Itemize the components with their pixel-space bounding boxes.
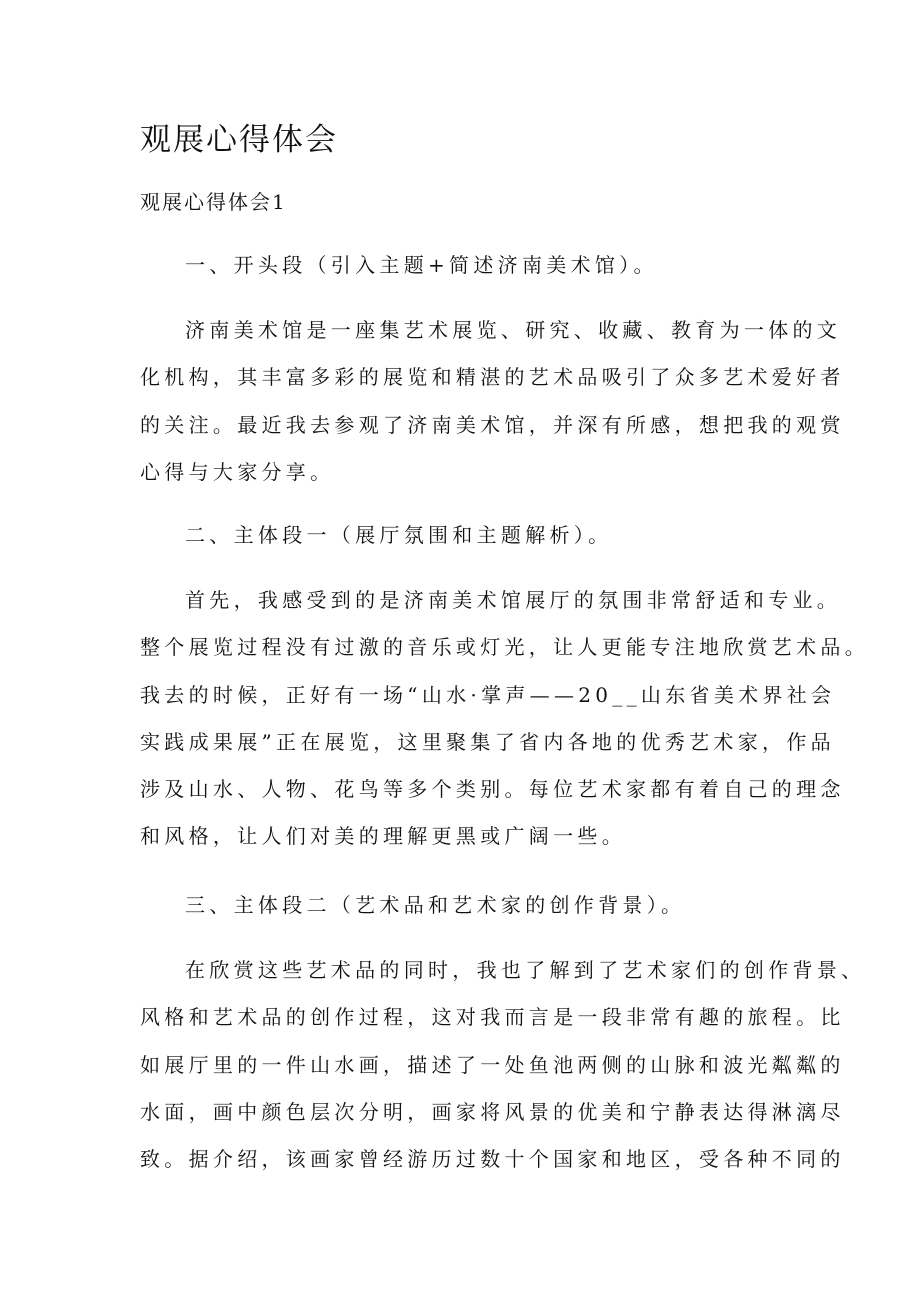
section-heading: 一、开头段（引入主题+简述济南美术馆）。: [185, 253, 658, 277]
section-3: [140, 882, 865, 1183]
paragraph-line: 风格和艺术品的创作过程，这对我而言是一段非常有趣的旅程。比: [140, 1005, 845, 1030]
section-heading: 二、主体段一（展厅氛围和主题解析）。: [185, 523, 613, 547]
paragraph-line: 和风格，让人们对美的理解更黑或广阔一些。: [140, 824, 626, 849]
paragraph-line: 的关注。最近我去参观了济南美术馆，并深有所感，想把我的观赏: [140, 412, 845, 437]
paragraph-line: 如展厅里的一件山水画，描述了一处鱼池两侧的山脉和波光粼粼的: [140, 1052, 845, 1077]
paragraph-line: 整个展览过程没有过激的音乐或灯光，让人更能专注地欣赏艺术品。: [140, 635, 869, 660]
paragraph-line: 心得与大家分享。: [140, 459, 335, 484]
section-heading: 三、主体段二（艺术品和艺术家的创作背景）。: [185, 893, 686, 917]
paragraph-line: 致。据介绍，该画家曾经游历过数十个国家和地区，受各种不同的: [140, 1146, 845, 1171]
document-subtitle: 观展心得体会1: [140, 190, 287, 214]
paragraph-line: 济南美术馆是一座集艺术展览、研究、收藏、教育为一体的文: [185, 318, 842, 343]
paragraph-line: 在欣赏这些艺术品的同时，我也了解到了艺术家们的创作背景、: [185, 958, 866, 983]
section-2: [140, 512, 869, 860]
paragraph-line: 我去的时候，正好有一场“山水·掌声——20__山东省美术界社会: [140, 682, 836, 707]
paragraph-line: 化机构，其丰富多彩的展览和精湛的艺术品吸引了众多艺术爱好者: [140, 365, 845, 390]
paragraph-line: 涉及山水、人物、花鸟等多个类别。每位艺术家都有着自己的理念: [140, 776, 845, 801]
paragraph-line: 水面，画中颜色层次分明，画家将风景的优美和宁静表达得淋漓尽: [140, 1099, 845, 1124]
paragraph-line: 首先，我感受到的是济南美术馆展厅的氛围非常舒适和专业。: [185, 588, 842, 613]
document-title: 观展心得体会: [140, 122, 338, 158]
paragraph-line: 实践成果展”正在展览，这里聚集了省内各地的优秀艺术家，作品: [140, 729, 835, 754]
section-1: [140, 242, 845, 496]
